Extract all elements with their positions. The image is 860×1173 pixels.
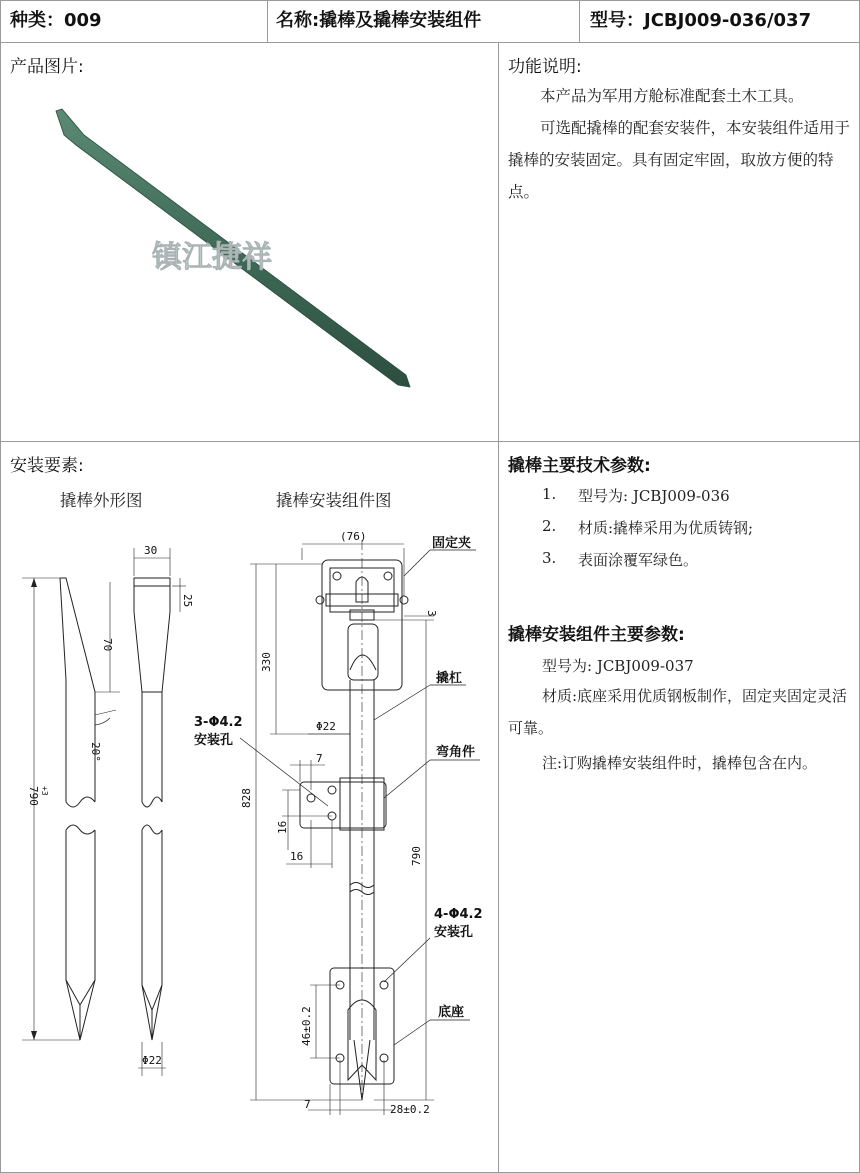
- dim-taper-length: 70: [101, 638, 114, 652]
- caption-rod-outline: 撬棒外形图: [60, 491, 143, 510]
- product-name-field: 名称:撬棒及撬棒安装组件: [276, 10, 482, 31]
- kit-param-material: 材质:底座采用优质钢板制作，固定夹固定灵活可靠。: [508, 687, 848, 737]
- middle-divider: [0, 441, 860, 442]
- rod-param-1: 型号为: JCBJ009-036: [578, 487, 730, 505]
- kit-params-title: 撬棒安装组件主要参数:: [508, 625, 685, 645]
- dim-16-vertical: 16: [276, 820, 289, 834]
- function-paragraph-1: 本产品为军用方舱标准配套土木工具。: [540, 87, 804, 105]
- label-bracket: 弯角件: [436, 745, 476, 760]
- function-section-title: 功能说明:: [508, 57, 582, 77]
- kit-param-note: 注:订购撬棒安装组件时，撬棒包含在内。: [542, 754, 818, 772]
- header-col-1: [267, 0, 268, 42]
- label-hole-spec-2: 4-Φ4.2: [434, 907, 483, 922]
- dim-tolerance: +3: [40, 786, 49, 796]
- rod-params-title: 撬棒主要技术参数:: [508, 456, 651, 476]
- label-hole-spec-1: 3-Φ4.2: [194, 715, 243, 730]
- header-col-2: [579, 0, 580, 42]
- dim-790: 790: [410, 846, 423, 866]
- dim-46: 46±0.2: [300, 1006, 313, 1046]
- label-hole-2: 安装孔: [434, 925, 474, 940]
- dim-rod-diameter: Φ22: [142, 1054, 162, 1067]
- watermark: 镇江捷祥: [152, 240, 272, 275]
- category-field: 种类：009: [10, 10, 102, 31]
- install-kit-labels: [190, 520, 495, 1120]
- kit-param-model: 型号为: JCBJ009-037: [542, 657, 694, 675]
- model-field: 型号：JCBJ009-036/037: [590, 10, 812, 31]
- product-photo: [40, 95, 440, 405]
- rod-param-num-3: 3.: [542, 549, 557, 567]
- dim-828: 828: [240, 788, 253, 808]
- photo-section-title: 产品图片:: [10, 57, 84, 77]
- dim-28: 28±0.2: [390, 1103, 430, 1116]
- caption-install-kit: 撬棒安装组件图: [276, 491, 392, 510]
- dim-width-top: 30: [144, 544, 158, 557]
- rod-param-2: 材质:撬棒采用为优质铸钢;: [578, 519, 754, 537]
- install-section-title: 安装要素:: [10, 456, 84, 476]
- dim-3: 3: [425, 610, 438, 617]
- rod-param-3: 表面涂覆军绿色。: [578, 551, 699, 569]
- dim-16-horizontal: 16: [290, 850, 304, 863]
- header-divider: [0, 42, 860, 43]
- rod-param-num-1: 1.: [542, 485, 557, 503]
- dim-total-length: 790: [27, 786, 40, 806]
- dim-76: (76): [340, 530, 367, 543]
- dim-bar-diameter: Φ22: [316, 720, 336, 733]
- label-clip: 固定夹: [432, 536, 472, 551]
- dim-7-bottom: 7: [304, 1098, 311, 1111]
- dim-tip-length: 25: [181, 594, 194, 608]
- rod-outline-dimensions: [0, 520, 200, 1090]
- dim-330: 330: [260, 652, 273, 672]
- label-base: 底座: [438, 1005, 465, 1020]
- dim-angle: 20°: [89, 742, 102, 762]
- label-bar: 撬杠: [436, 671, 463, 686]
- dim-7-top: 7: [316, 752, 323, 765]
- label-hole-1: 安装孔: [194, 733, 234, 748]
- center-column: [498, 42, 499, 1173]
- rod-param-num-2: 2.: [542, 517, 557, 535]
- function-paragraph-2: 可选配撬棒的配套安装件，本安装组件适用于撬棒的安装固定。具有固定牢固，取放方便的特点。: [508, 119, 851, 201]
